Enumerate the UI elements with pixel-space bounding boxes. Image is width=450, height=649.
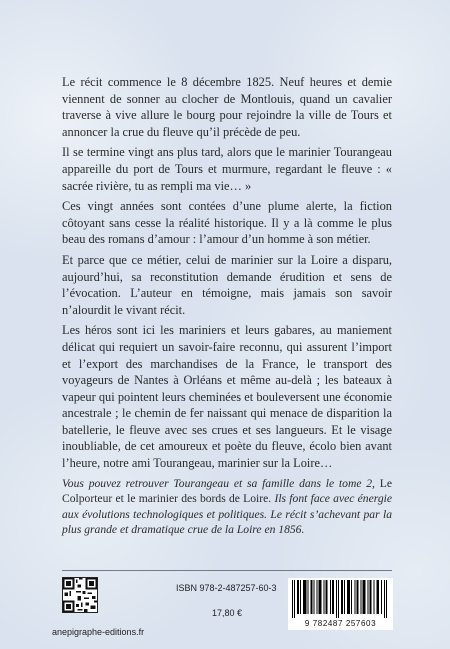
publisher-website: anepigraphe-editions.fr [52, 627, 145, 637]
back-cover-text [62, 74, 392, 542]
paragraph-1: Le récit commence le 8 décembre 1825. Neuf heures et demie viennent de sonner au clocher de Montlouis, quand un cavalier traverse à vive allure le bourg pour rejoindre la ville de Tours et annoncer la crue du fleuve qu’il précède de peu. [62, 75, 392, 139]
barcode-number: 9 782487 257603 [304, 619, 377, 628]
footer-divider [62, 570, 392, 571]
series-note-title: Le Colporteur et le marinier des bords de Loire. [62, 476, 392, 506]
paragraph-3: Ces vingt années sont contées d’une plume alerte, la fiction côtoyant sans cesse la réalité historique. Il y a là comme le plus beau des romans d’amour : l’amour d’un homme à son métier. [62, 199, 392, 247]
barcode [288, 578, 393, 630]
series-note [62, 476, 392, 538]
series-note-part1: Vous pouvez retrouver Tourangeau et sa famille dans le tome 2, [62, 476, 375, 490]
barcode-icon [292, 580, 389, 618]
isbn-text: ISBN 978-2-487257-60-3 [176, 583, 277, 593]
series-note-part3: Ils font face avec énergie aux évolutions technologiques et politiques. Le récit s’achevant par la plus grande et dramatique crue de la Loire en 1856. [62, 492, 392, 537]
qr-code-icon [62, 577, 98, 613]
paragraph-2: Il se termine vingt ans plus tard, alors que le marinier Tourangeau appareille du port de Tours et murmure, regardant le fleuve : « sacrée rivière, tu as rempli ma vie… » [62, 145, 392, 193]
paragraph-4: Et parce que ce métier, celui de marinier sur la Loire a disparu, aujourd’hui, sa reconstitution demande érudition et sens de l’évocation. L’auteur en témoigne, mais jamais son savoir n’alourdit le vivant récit. [62, 252, 392, 317]
price-text: 17,80 € [212, 608, 243, 618]
paragraph-5: Les héros sont ici les mariniers et leurs gabares, au maniement délicat qui requiert un savoir-faire reconnu, qui assurent l’import et l’export des marchandises de la France, le transport des voyageurs de Nantes à Orléans et même au-delà ; les bateaux à vapeur qui pointent leurs cheminées et bouleversent une économie ancestrale ; le chemin de fer naissant qui menace de disparition la batellerie, le fleuve avec ses crues et ses langueurs. Et le visage inoubliable, de cet amoureux et poète du fleuve, écolo bien avant l’heure, notre ami Tourangeau, marinier sur la Loire… [62, 323, 392, 471]
